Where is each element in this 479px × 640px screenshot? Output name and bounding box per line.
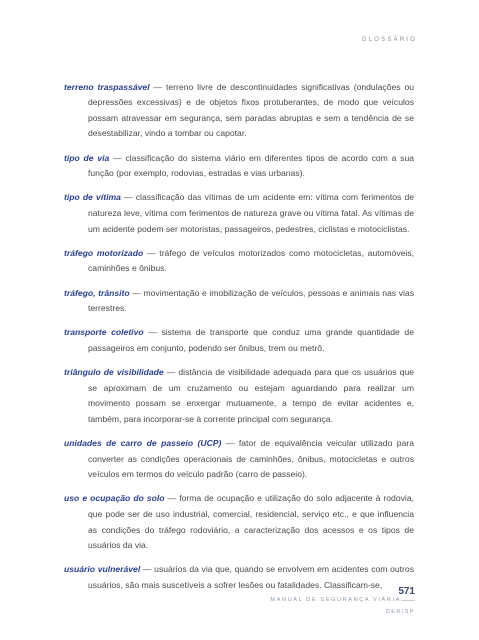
glossary-entry bbox=[64, 562, 414, 593]
glossary-definition: — movimentação e imobilização de veículos, pessoas e animais nas vias terrestres. bbox=[88, 287, 414, 314]
glossary-term: terreno traspassável bbox=[64, 81, 150, 92]
page-number: 571 bbox=[398, 586, 415, 597]
organization-name: DER/SP bbox=[385, 609, 415, 615]
glossary-term: tipo de vítima bbox=[64, 192, 121, 203]
glossary-entry bbox=[64, 151, 414, 182]
glossary-definition: — classificação do sistema viário em diferentes tipos de acordo com a sua função (por exemplo, rodovias, estradas e vias urbanas). bbox=[88, 152, 415, 179]
glossary-definition: — classificação das vítimas de um acidente em: vítima com ferimentos de natureza leve, vítima com ferimentos de natureza grave ou vítima fatal. As vítimas de um acidente podem ser motoristas, passageiros, pedestres, ciclistas e motociclistas. bbox=[88, 192, 415, 234]
glossary-definition: — distância de visibilidade adequada para que os usuários que se aproximam de um cruzamento ou estejam aguardando para realizar um movimento possam se enxergar mutuamente, a tempo de evitar acidentes e, também, para incorporar-se à corrente principal com segurança. bbox=[88, 367, 414, 424]
glossary-term: usuário vulnerável bbox=[64, 564, 141, 575]
glossary-list bbox=[64, 71, 414, 601]
glossary-entry bbox=[64, 80, 414, 142]
glossary-term: tráfego motorizado bbox=[64, 247, 144, 258]
glossary-entry bbox=[64, 491, 414, 553]
glossary-definition: — fator de equivalência veicular utilizado para converter as condições operacionais de caminhões, ônibus, motocicletas e outros veículos em termos do veículo padrão (carro de passeio). bbox=[88, 438, 414, 480]
glossary-term: tipo de via bbox=[64, 152, 110, 163]
glossary-term: tráfego, trânsito bbox=[64, 287, 130, 298]
glossary-definition: — usuários da via que, quando se envolvem em acidentes com outros usuários, são mais suscetíveis a sofrer lesões ou fatalidades. Classificam-se, bbox=[88, 564, 414, 590]
publication-title: MANUAL DE SEGURANÇA VIÁRIA bbox=[266, 597, 401, 603]
glossary-term: unidades de carro de passeio (UCP) bbox=[64, 438, 222, 449]
glossary-definition: — forma de ocupação e utilização do solo adjacente à rodovia, que pode ser de uso industrial, comercial, residencial, serviço etc., e que influencia as condições do tráfego rodoviário, a caracterização dos acessos e os tipos de usuários da via. bbox=[88, 493, 414, 551]
glossary-definition: — sistema de transporte que conduz uma grande quantidade de passageiros em conjunto, podendo ser ônibus, trem ou metrô. bbox=[88, 327, 414, 353]
section-header: GLOSSÁRIO bbox=[361, 37, 417, 43]
glossary-entry bbox=[64, 246, 414, 277]
glossary-term: uso e ocupação do solo bbox=[64, 493, 165, 504]
glossary-entry bbox=[64, 286, 414, 317]
glossary-entry bbox=[64, 190, 414, 237]
glossary-entry bbox=[64, 436, 414, 483]
glossary-term: transporte coletivo bbox=[64, 327, 144, 338]
glossary-definition: — tráfego de veículos motorizados como motocicletas, automóveis, caminhões e ônibus. bbox=[88, 247, 415, 274]
glossary-entry bbox=[64, 365, 414, 427]
glossary-entry bbox=[64, 325, 414, 356]
glossary-definition: — terreno livre de descontinuidades significativas (ondulações ou depressões excessivas) e de objetos fixos protuberantes, de modo que veículos possam atravessar em segurança, sem paradas abruptas e sem a tendência de se desestabilizar, vindo a tombar ou capotar. bbox=[88, 81, 415, 139]
glossary-term: triângulo de visibilidade bbox=[64, 367, 164, 378]
